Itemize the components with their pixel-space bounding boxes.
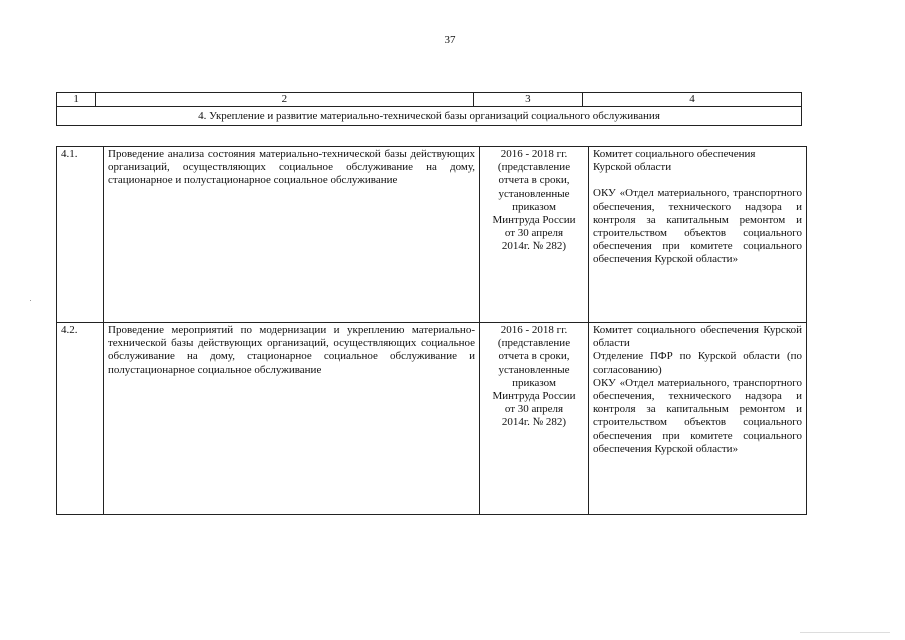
column-number-2: 2: [96, 93, 474, 107]
row-number: 4.2.: [57, 323, 104, 515]
term-line: приказом: [512, 200, 556, 213]
term-line: отчета в сроки,: [498, 174, 570, 187]
executor-text: Комитет социального обеспечения Курской области: [593, 324, 802, 350]
executor-cell: [589, 323, 807, 515]
term-cell: [480, 323, 589, 515]
row-number: 4.1.: [57, 147, 104, 323]
scan-artifact: [30, 300, 31, 301]
term-line: установленные: [498, 187, 570, 200]
measure-text: Проведение анализа состояния материально-технической базы действующих организаций, осуществляющих социальное обслуживание на дому, стационарное и полустационарное социальное обслуживание: [104, 147, 480, 323]
executor-line: Комитет социального обеспечения: [593, 148, 756, 160]
column-number-row: [57, 93, 802, 107]
term-line: 2016 - 2018 гг.: [500, 324, 568, 336]
term-line: приказом: [512, 376, 556, 389]
term-cell: [480, 147, 589, 323]
term-line: от 30 апреля: [504, 227, 564, 240]
executor-cell: [589, 147, 807, 323]
measures-table: [56, 146, 807, 515]
column-number-1: 1: [57, 93, 96, 107]
executor-text: ОКУ «Отдел материального, транспортного обеспечения, технического надзора и контроля за капитальным ремонтом и строительством объектов социального обеспечения при комитете социального обеспечения Курской области»: [593, 376, 802, 455]
table-row: [57, 323, 807, 515]
measure-text: Проведение мероприятий по модернизации и укреплению материально-технической базы действующих организаций, осуществляющих социальное обслуживание на дому, стационарное социальное обслуживание и полустационарное социальное обслуживание: [104, 323, 480, 515]
executor-text: Отделение ПФР по Курской области (по согласованию): [593, 350, 802, 376]
term-line: установленные: [498, 363, 570, 376]
table-header: [56, 92, 802, 126]
column-number-4: 4: [583, 93, 802, 107]
term-line: Минтруда России: [492, 214, 576, 227]
column-number-3: 3: [473, 93, 582, 107]
term-line: Минтруда России: [492, 390, 576, 403]
page-number: 37: [444, 34, 456, 46]
executor-gap: [593, 174, 802, 187]
executor-text: ОКУ «Отдел материального, транспортного обеспечения, технического надзора и контроля за капитальным ремонтом и строительством объектов социального обеспечения при комитете социального обеспечения Курской области»: [593, 187, 802, 266]
term-line: (представление: [497, 161, 571, 174]
section-row: [57, 107, 802, 126]
term-line: отчета в сроки,: [498, 350, 570, 363]
term-line: 2014г. № 282): [501, 416, 567, 429]
executor-line: Курской области: [593, 161, 672, 174]
term-line: 2014г. № 282): [501, 240, 567, 253]
table-row: [57, 147, 807, 323]
section-title: 4. Укрепление и развитие материально-технической базы организаций социального обслуживания: [57, 107, 802, 126]
scan-artifact: [800, 632, 890, 633]
term-line: 2016 - 2018 гг.: [500, 148, 568, 160]
term-line: (представление: [497, 337, 571, 350]
term-line: от 30 апреля: [504, 403, 564, 416]
